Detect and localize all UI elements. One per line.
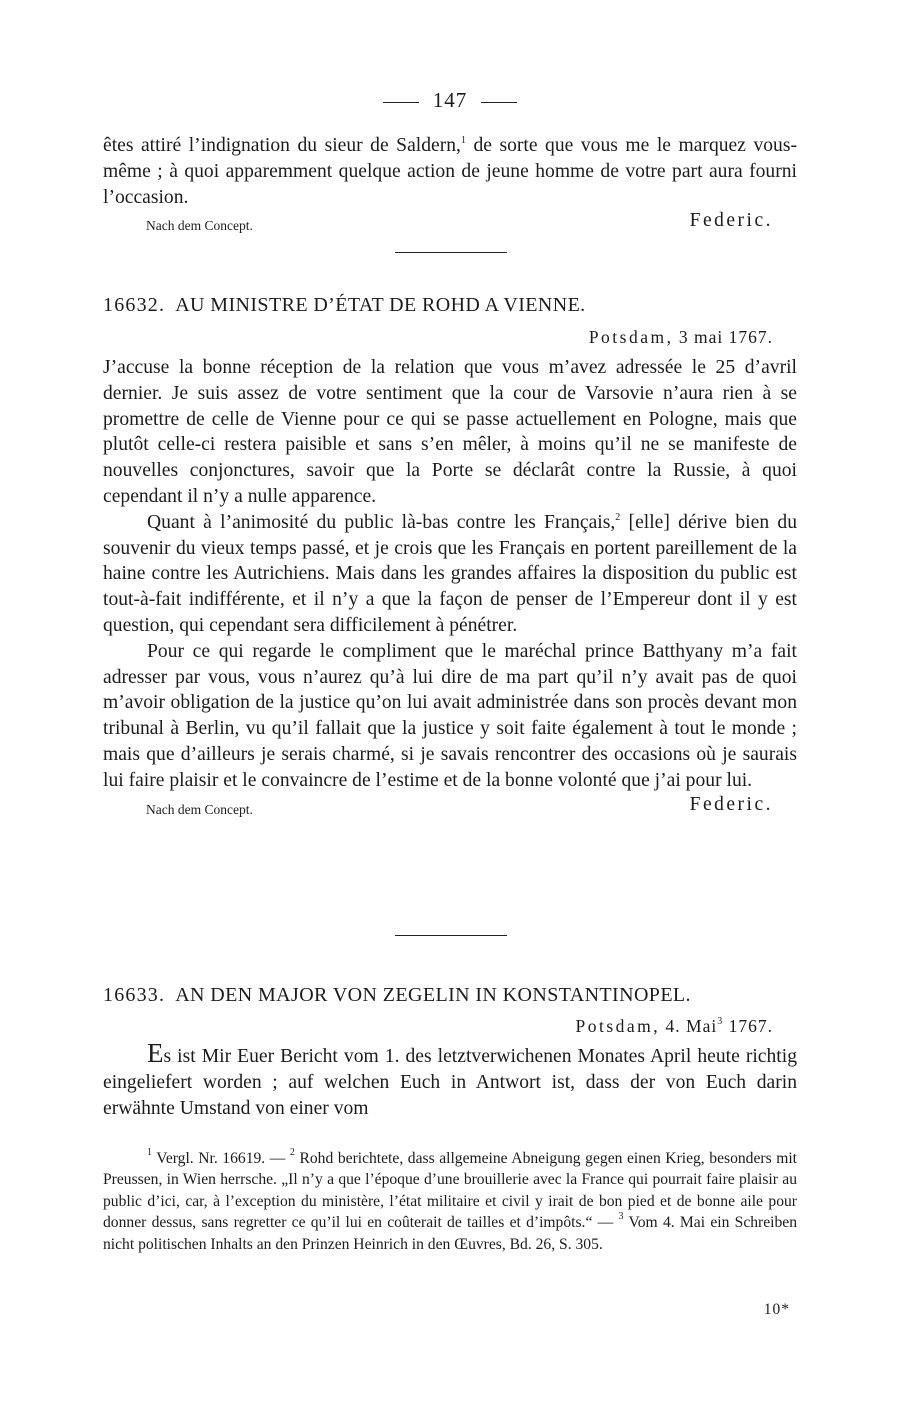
continuation-paragraph xyxy=(103,133,797,210)
footnote-text xyxy=(103,1148,797,1255)
page-header xyxy=(0,88,900,113)
dateline-date: 4. Mai xyxy=(665,1016,718,1036)
dateline xyxy=(589,327,773,348)
footnote-number: 3 xyxy=(618,1211,624,1223)
dateline-year: 1767. xyxy=(723,1016,773,1036)
dateline-place: Potsdam, xyxy=(588,327,674,347)
footnote-number: 2 xyxy=(289,1147,295,1158)
header-dash-left xyxy=(383,102,419,103)
letter-title: AN DEN MAJOR VON ZEGELIN IN KONSTANTINOPEL. xyxy=(175,984,691,1006)
letter-paragraph xyxy=(103,510,797,639)
letter-meta xyxy=(103,794,797,820)
continuation-text-a: êtes attiré l’indignation du sieur de Saldern, xyxy=(103,135,461,156)
continuation-section xyxy=(103,133,797,236)
footnote-ref-3: 3 xyxy=(717,1016,724,1027)
footnote-1: Vergl. Nr. 16619. — xyxy=(152,1150,290,1167)
signature: Federic. xyxy=(689,793,773,815)
concept-note: Nach dem Concept. xyxy=(146,801,253,817)
letter-body xyxy=(103,1038,797,1121)
footnote-2: Rohd berichtete, dass allgemeine Abneigung gegen einen Krieg, besonders mit Preussen, in Wien herrsche. „Il n’y a que l’époque d’une brouillerie avec la France qui pourrait faire plaisir au public d’ici, car, à l’exception du ministère, l’état militaire et civil y irait de bon pied et de bonne aile pour donner dessus, sans regretter ce qu’il lui en coûterait de tailles et d’impôts.“ — xyxy=(103,1150,797,1232)
footnote-3: Vom 4. Mai ein Schreiben nicht politischen Inhalts an den Prinzen Heinrich in den Œuvres, Bd. 26, S. 305. xyxy=(103,1214,797,1253)
letter-body xyxy=(103,355,797,820)
letter-number: 16633. xyxy=(103,984,166,1006)
sheet-signature-mark: 10* xyxy=(763,1301,790,1318)
letter-heading xyxy=(103,984,803,1007)
footnotes xyxy=(103,1148,797,1255)
signature: Federic. xyxy=(689,210,773,232)
footnote-ref-2: 2 xyxy=(615,511,621,523)
section-divider xyxy=(395,935,507,936)
dateline xyxy=(576,1016,774,1037)
dateline-date: 3 mai 1767. xyxy=(678,327,773,347)
letter-paragraph xyxy=(103,1038,797,1121)
letter-title: AU MINISTRE D’ÉTAT DE ROHD A VIENNE. xyxy=(175,294,586,316)
footnote-ref-1: 1 xyxy=(460,135,466,146)
letter-number: 16632. xyxy=(103,294,166,316)
letter-heading xyxy=(103,294,803,317)
header-dash-right xyxy=(481,102,517,103)
footnote-number: 1 xyxy=(147,1147,152,1158)
drop-cap: E xyxy=(147,1038,164,1068)
paragraph-text: Quant à l’animosité du public là-bas contre les Français, xyxy=(147,511,616,533)
continuation-meta xyxy=(103,210,797,236)
paragraph-text: [elle] dérive bien du souvenir du vieux temps passé, et je crois que les Français en portent pareillement de la haine contre les Autrichiens. Mais dans les grandes affaires la disposition du public est tout-à-fait indifférente, et il n’y a que la façon de penser de l’Empereur dont il y est question, qui cependant sera difficilement à pénétrer. xyxy=(103,511,797,636)
page-number: 147 xyxy=(432,88,468,112)
continuation-text-b: de sorte que vous me le marquez vous-même ; à quoi apparemment quelque action de jeune homme de votre part aura fourni l’occasion. xyxy=(103,135,797,208)
concept-note: Nach dem Concept. xyxy=(146,218,253,234)
paragraph-text: s ist Mir Euer Bericht vom 1. des letztverwichenen Monates April heute richtig eingeliefert worden ; auf welchen Euch in Antwort ist, dass der von Euch darin erwähnte Umstand von einer vom xyxy=(103,1046,797,1119)
letter-paragraph: J’accuse la bonne réception de la relation que vous m’avez adressée le 25 d’avril dernier. Je suis assez de votre sentiment que la cour de Varsovie n’aura rien à se promettre de celle de Vienne pour ce qui se passe actuellement en Pologne, mais que plutôt celle-ci restera paisible et sans s’en mêler, à moins qu’il ne se manifeste de nouvelles conjonctures, savoir que la Porte se déclarât contre la Russie, à quoi cependant il n’y a nulle apparence. xyxy=(103,357,797,507)
dateline-place: Potsdam, xyxy=(575,1016,661,1036)
section-divider xyxy=(395,252,507,253)
letter-paragraph: Pour ce qui regarde le compliment que le maréchal prince Batthyany m’a fait adresser par vous, vous n’aurez qu’à lui dire de ma part qu’il n’y avait pas de quoi m’avoir obligation de la justice qu’on lui avait administrée dans son procès devant mon tribunal à Berlin, vu qu’il fallait que la justice y soit faite également à tout le monde ; mais que d’ailleurs je serais charmé, si je savais rencontrer des occasions où je saurais lui faire plaisir et le convaincre de l’estime et de la bonne volonté que j’ai pour lui. xyxy=(103,640,797,791)
